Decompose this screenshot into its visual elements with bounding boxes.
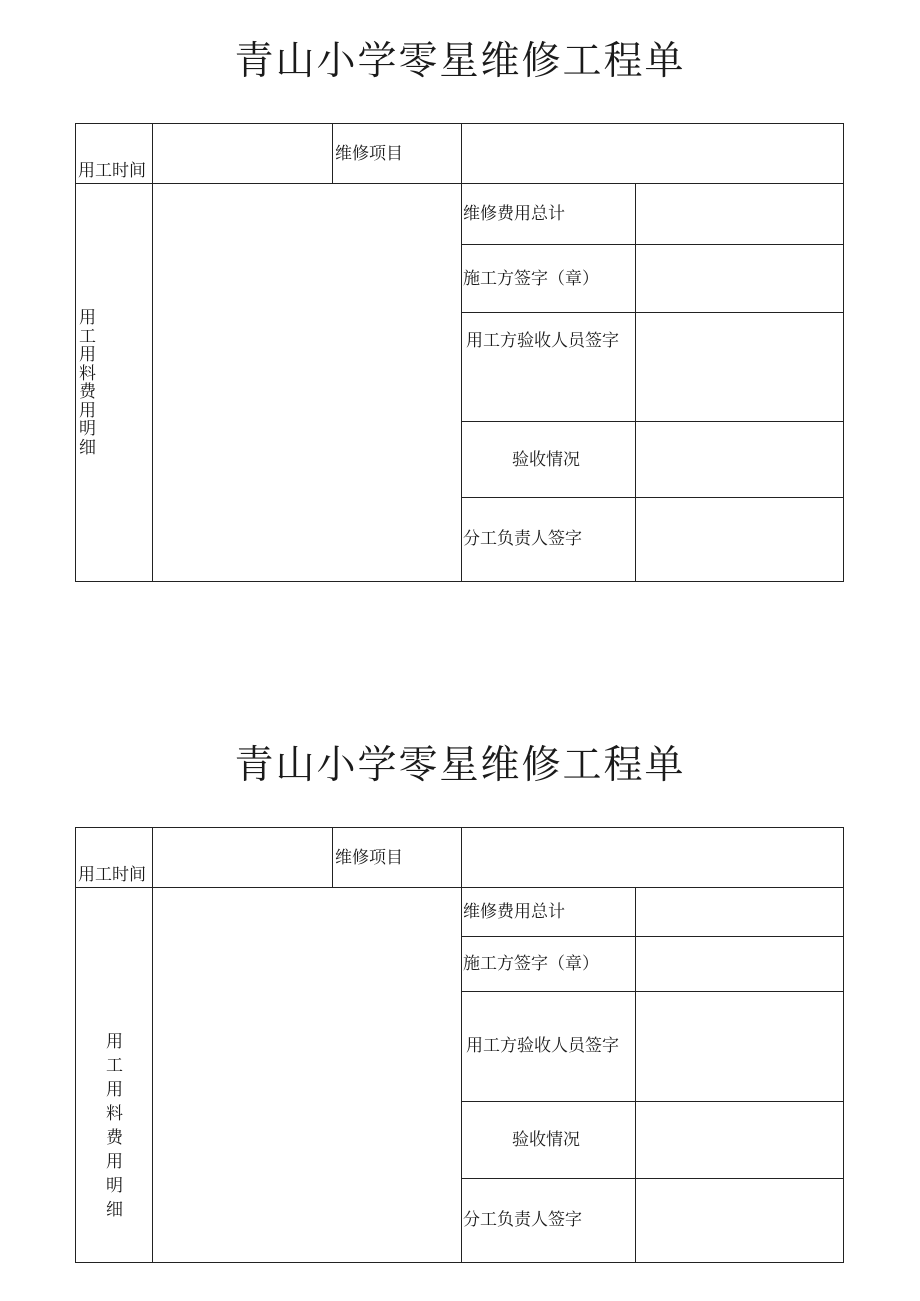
division-head-sign-label-cell xyxy=(461,497,636,582)
project-label-cell xyxy=(332,123,462,184)
project-field[interactable] xyxy=(461,123,844,184)
division-head-sign-field[interactable] xyxy=(635,497,844,582)
project-label: 维修项目 xyxy=(335,848,403,868)
total-cost-field[interactable] xyxy=(635,183,844,245)
details-label-cell xyxy=(75,183,153,582)
project-field[interactable] xyxy=(461,827,844,888)
division-head-sign-field[interactable] xyxy=(635,1178,844,1263)
acceptance-staff-sign-label-cell xyxy=(461,991,636,1102)
total-cost-field[interactable] xyxy=(635,887,844,937)
work-time-label: 用工时间 xyxy=(78,865,146,885)
acceptance-status-label: 验收情况 xyxy=(512,1130,580,1150)
contractor-sign-label-cell xyxy=(461,244,636,313)
acceptance-status-label-cell xyxy=(461,421,636,498)
contractor-sign-field[interactable] xyxy=(635,244,844,313)
work-time-label-cell xyxy=(75,827,153,888)
contractor-sign-label: 施工方签字（章） xyxy=(463,954,599,974)
contractor-sign-label-cell xyxy=(461,936,636,992)
details-field[interactable] xyxy=(152,887,462,1263)
work-time-field[interactable] xyxy=(152,123,333,184)
acceptance-staff-sign-label: 用工方验收人员签字 xyxy=(466,331,619,351)
form-title: 青山小学零星维修工程单 xyxy=(234,39,686,84)
acceptance-staff-sign-label-cell xyxy=(461,312,636,422)
details-field[interactable] xyxy=(152,183,462,582)
acceptance-status-label: 验收情况 xyxy=(512,450,580,470)
acceptance-status-field[interactable] xyxy=(635,421,844,498)
division-head-sign-label-cell xyxy=(461,1178,636,1263)
total-cost-label-cell xyxy=(461,887,636,937)
division-head-sign-label: 分工负责人签字 xyxy=(463,1210,582,1230)
project-label-cell xyxy=(332,827,462,888)
division-head-sign-label: 分工负责人签字 xyxy=(463,529,582,549)
details-label: 用工用料费用明细 xyxy=(79,308,96,458)
form-title: 青山小学零星维修工程单 xyxy=(234,743,686,788)
acceptance-staff-sign-label: 用工方验收人员签字 xyxy=(466,1036,619,1056)
acceptance-status-label-cell xyxy=(461,1101,636,1179)
acceptance-status-field[interactable] xyxy=(635,1101,844,1179)
acceptance-staff-sign-field[interactable] xyxy=(635,991,844,1102)
work-time-label-cell xyxy=(75,123,153,184)
total-cost-label: 维修费用总计 xyxy=(463,204,565,224)
total-cost-label: 维修费用总计 xyxy=(463,902,565,922)
acceptance-staff-sign-field[interactable] xyxy=(635,312,844,422)
total-cost-label-cell xyxy=(461,183,636,245)
contractor-sign-label: 施工方签字（章） xyxy=(463,269,599,289)
work-time-field[interactable] xyxy=(152,827,333,888)
project-label: 维修项目 xyxy=(335,144,403,164)
details-label-cell xyxy=(75,887,153,1263)
work-time-label: 用工时间 xyxy=(78,161,146,181)
details-label: 用工用料费用明细 xyxy=(106,1032,133,1220)
contractor-sign-field[interactable] xyxy=(635,936,844,992)
